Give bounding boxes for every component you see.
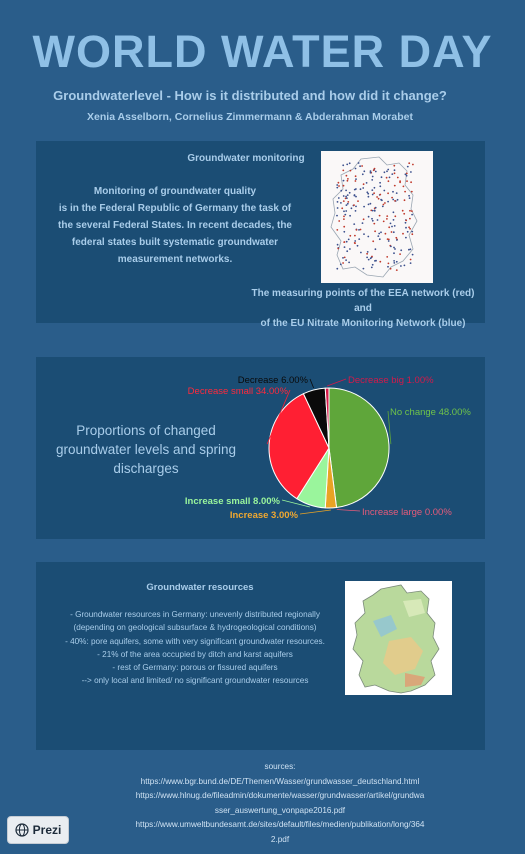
measuring-point xyxy=(393,231,395,233)
measuring-point xyxy=(411,214,413,216)
measuring-point xyxy=(394,225,396,227)
pie-slice-label: Decrease 6.00% xyxy=(237,375,308,386)
measuring-point xyxy=(363,183,365,185)
measuring-point xyxy=(341,207,343,209)
germany-relief-map xyxy=(345,581,452,695)
measuring-point xyxy=(346,164,348,166)
measuring-point xyxy=(370,172,372,174)
measuring-point xyxy=(387,169,389,171)
measuring-point xyxy=(360,188,362,190)
measuring-point xyxy=(366,182,368,184)
resources-line: - Groundwater resources in Germany: unevenly distributed regionally xyxy=(70,610,320,619)
monitoring-text-line: measurement networks. xyxy=(117,254,233,265)
measuring-point xyxy=(394,172,396,174)
measuring-point xyxy=(347,180,349,182)
measuring-point xyxy=(390,223,392,225)
measuring-point xyxy=(372,264,374,266)
measuring-point xyxy=(395,237,397,239)
measuring-point xyxy=(343,200,345,202)
measuring-point xyxy=(409,218,411,220)
measuring-point xyxy=(374,230,376,232)
measuring-point xyxy=(409,210,411,212)
measuring-point xyxy=(355,168,357,170)
measuring-point xyxy=(393,252,395,254)
pie-slice-label: Increase 3.00% xyxy=(229,510,298,521)
measuring-point xyxy=(372,240,374,242)
resources-line: - rest of Germany: porous or fissured aquifers xyxy=(112,663,278,673)
measuring-point xyxy=(361,165,363,167)
measuring-point xyxy=(368,204,370,206)
measuring-point xyxy=(394,248,396,250)
pie-slice-label: Decrease small 34.00% xyxy=(187,386,288,397)
measuring-point xyxy=(383,221,385,223)
pie-slice xyxy=(329,388,389,508)
measuring-point xyxy=(360,252,362,254)
measuring-point xyxy=(370,203,372,205)
measuring-point xyxy=(394,200,396,202)
measuring-point xyxy=(368,196,370,198)
measuring-point xyxy=(371,179,373,181)
measuring-point xyxy=(342,170,344,172)
measuring-point xyxy=(386,177,388,179)
measuring-point xyxy=(379,238,381,240)
measuring-point xyxy=(349,162,351,164)
measuring-point xyxy=(356,229,358,231)
measuring-point xyxy=(346,197,348,199)
measuring-point xyxy=(353,223,355,225)
resources-line: --> only local and limited/ no significant groundwater resources xyxy=(81,676,309,686)
measuring-point xyxy=(336,229,338,231)
measuring-point xyxy=(379,185,381,187)
measuring-point xyxy=(386,170,388,172)
measuring-point xyxy=(354,242,356,244)
measuring-point xyxy=(412,254,414,256)
measuring-point xyxy=(340,202,342,204)
measuring-point xyxy=(393,219,395,221)
monitoring-heading: Groundwater monitoring xyxy=(187,153,305,164)
measuring-point xyxy=(363,218,365,220)
measuring-point xyxy=(354,189,356,191)
measuring-point xyxy=(404,265,406,267)
measuring-point xyxy=(336,215,338,217)
measuring-point xyxy=(359,165,361,167)
measuring-point xyxy=(396,269,398,271)
germany-dot-map xyxy=(321,151,433,283)
measuring-point xyxy=(358,238,360,240)
measuring-point xyxy=(371,256,373,258)
measuring-point xyxy=(371,218,373,220)
measuring-point xyxy=(375,248,377,250)
measuring-point xyxy=(374,210,376,212)
measuring-point xyxy=(410,181,412,183)
chart-caption-line: groundwater levels and spring xyxy=(55,442,237,457)
measuring-point xyxy=(390,268,392,270)
measuring-point xyxy=(343,195,345,197)
measuring-point xyxy=(370,257,372,259)
source-link[interactable]: sser_auswertung_vonpape2016.pdf xyxy=(214,805,346,815)
measuring-point xyxy=(410,262,412,264)
measuring-point xyxy=(407,231,409,233)
measuring-point xyxy=(387,266,389,268)
pie-slice-label: Decrease big 1.00% xyxy=(348,375,434,386)
measuring-point xyxy=(337,244,339,246)
pie-slice-label: No change 48.00% xyxy=(390,407,471,418)
measuring-point xyxy=(354,195,356,197)
measuring-point xyxy=(355,180,357,182)
measuring-point xyxy=(411,231,413,233)
measuring-point xyxy=(409,197,411,199)
measuring-point xyxy=(368,216,370,218)
measuring-point xyxy=(343,218,345,220)
pie-leader-line xyxy=(310,379,314,388)
measuring-point xyxy=(396,261,398,263)
measuring-point xyxy=(375,171,377,173)
measuring-point xyxy=(408,226,410,228)
chart-caption-line: discharges xyxy=(113,461,179,476)
measuring-point xyxy=(403,186,405,188)
measuring-point xyxy=(343,226,345,228)
authors-line: Xenia Asselborn, Cornelius Zimmermann & Abderahman Morabet xyxy=(87,111,413,123)
measuring-point xyxy=(393,165,395,167)
map-caption-line: The measuring points of the EEA network (red) and xyxy=(251,288,475,314)
measuring-point xyxy=(373,192,375,194)
resources-line: (depending on geological subsurface & hydrogeological conditions) xyxy=(73,623,317,633)
measuring-point xyxy=(394,215,396,217)
measuring-point xyxy=(379,182,381,184)
measuring-point xyxy=(396,192,398,194)
measuring-point xyxy=(409,228,411,230)
page-subtitle: Groundwaterlevel - How is it distributed and how did it change? xyxy=(53,88,447,103)
measuring-point xyxy=(388,263,390,265)
measuring-point xyxy=(405,237,407,239)
measuring-point xyxy=(358,162,360,164)
measuring-point xyxy=(368,259,370,261)
measuring-point xyxy=(363,170,365,172)
measuring-point xyxy=(378,233,380,235)
measuring-point xyxy=(340,190,342,192)
measuring-point xyxy=(374,187,376,189)
monitoring-text-line: Monitoring of groundwater quality xyxy=(93,186,257,197)
monitoring-text-line: federal states built systematic groundwater xyxy=(71,237,279,248)
measuring-point xyxy=(380,199,382,201)
measuring-point xyxy=(403,213,405,215)
measuring-point xyxy=(373,223,375,225)
measuring-point xyxy=(373,169,375,171)
measuring-point xyxy=(383,204,385,206)
measuring-point xyxy=(347,201,349,203)
measuring-point xyxy=(393,260,395,262)
measuring-point xyxy=(338,220,340,222)
measuring-point xyxy=(396,239,398,241)
measuring-point xyxy=(349,192,351,194)
measuring-point xyxy=(411,191,413,193)
measuring-point xyxy=(345,210,347,212)
measuring-point xyxy=(362,222,364,224)
measuring-point xyxy=(355,210,357,212)
measuring-point xyxy=(346,250,348,252)
measuring-point xyxy=(382,206,384,208)
measuring-point xyxy=(342,262,344,264)
measuring-point xyxy=(348,262,350,264)
measuring-point xyxy=(402,210,404,212)
groundwater-change-pie-chart xyxy=(170,360,485,538)
measuring-point xyxy=(338,182,340,184)
measuring-point xyxy=(405,220,407,222)
measuring-point xyxy=(344,214,346,216)
measuring-point xyxy=(392,199,394,201)
measuring-point xyxy=(407,166,409,168)
measuring-point xyxy=(384,171,386,173)
measuring-point xyxy=(343,216,345,218)
measuring-point xyxy=(376,196,378,198)
measuring-point xyxy=(372,220,374,222)
groundwater-resources-map-image xyxy=(345,581,452,695)
prezi-globe-icon xyxy=(15,823,29,837)
measuring-point xyxy=(388,240,390,242)
measuring-point xyxy=(388,180,390,182)
measuring-point xyxy=(367,251,369,253)
measuring-point xyxy=(372,194,374,196)
measuring-point xyxy=(410,171,412,173)
measuring-point xyxy=(392,191,394,193)
pie-leader-line xyxy=(300,510,331,514)
measuring-point xyxy=(386,256,388,258)
measuring-point xyxy=(357,245,359,247)
measuring-point xyxy=(336,184,338,186)
measuring-point xyxy=(345,196,347,198)
measuring-point xyxy=(362,187,364,189)
measuring-point xyxy=(410,248,412,250)
measuring-point xyxy=(349,248,351,250)
measuring-point xyxy=(404,191,406,193)
measuring-point xyxy=(370,170,372,172)
measuring-point xyxy=(355,178,357,180)
measuring-point xyxy=(397,177,399,179)
measuring-point xyxy=(349,215,351,217)
measuring-point xyxy=(354,240,356,242)
monitoring-text-line: the several Federal States. In recent decades, the xyxy=(58,220,292,231)
prezi-badge-button[interactable] xyxy=(7,816,69,844)
measuring-point xyxy=(405,227,407,229)
measuring-point xyxy=(372,176,374,178)
measuring-point xyxy=(406,173,408,175)
measuring-point xyxy=(349,235,351,237)
source-link[interactable]: https://www.bgr.bund.de/DE/Themen/Wasser/grundwasser_deutschland.html xyxy=(140,776,420,786)
map-caption xyxy=(244,286,482,331)
prezi-label: Prezi xyxy=(32,823,62,837)
measuring-point xyxy=(347,203,349,205)
monitoring-text xyxy=(44,183,306,268)
pie-leader-line xyxy=(337,510,360,512)
resources-line: - 40%: pore aquifers, some with very significant groundwater resources. xyxy=(65,636,325,646)
measuring-point xyxy=(345,190,347,192)
measuring-point xyxy=(394,185,396,187)
measuring-point xyxy=(336,187,338,189)
measuring-point xyxy=(337,201,339,203)
measuring-point xyxy=(355,175,357,177)
measuring-point xyxy=(351,207,353,209)
measuring-point xyxy=(406,175,408,177)
pie-leader-line xyxy=(327,379,346,386)
measuring-point xyxy=(381,176,383,178)
measuring-point xyxy=(366,257,368,259)
measuring-point xyxy=(350,170,352,172)
measuring-point xyxy=(390,246,392,248)
measuring-point xyxy=(337,207,339,209)
measuring-point xyxy=(412,164,414,166)
measuring-point xyxy=(406,180,408,182)
measuring-point xyxy=(378,198,380,200)
measuring-point xyxy=(346,204,348,206)
measuring-point xyxy=(391,197,393,199)
measuring-point xyxy=(404,199,406,201)
measuring-point xyxy=(347,178,349,180)
measuring-point xyxy=(343,231,345,233)
measuring-point xyxy=(375,260,377,262)
measuring-points-map-image xyxy=(321,151,433,283)
map-caption-line: of the EU Nitrate Monitoring Network (blue) xyxy=(260,318,466,329)
measuring-point xyxy=(391,231,393,233)
measuring-point xyxy=(386,218,388,220)
measuring-point xyxy=(399,181,401,183)
resources-line: - 21% of the area occupied by ditch and karst aquifers xyxy=(97,649,293,659)
measuring-point xyxy=(391,173,393,175)
measuring-point xyxy=(344,241,346,243)
measuring-point xyxy=(344,257,346,259)
measuring-point xyxy=(384,202,386,204)
measuring-point xyxy=(377,235,379,237)
measuring-point xyxy=(402,233,404,235)
measuring-point xyxy=(400,265,402,267)
measuring-point xyxy=(363,233,365,235)
measuring-point xyxy=(346,175,348,177)
measuring-point xyxy=(379,194,381,196)
measuring-point xyxy=(343,180,345,182)
measuring-points xyxy=(336,162,414,271)
resources-text xyxy=(50,608,340,688)
measuring-point xyxy=(363,206,365,208)
measuring-point xyxy=(379,215,381,217)
monitoring-text-line: is in the Federal Republic of Germany the task of xyxy=(58,203,292,214)
measuring-point xyxy=(340,264,342,266)
measuring-point xyxy=(346,241,348,243)
measuring-point xyxy=(343,210,345,212)
page-title: WORLD WATER DAY xyxy=(32,26,493,77)
measuring-point xyxy=(367,236,369,238)
measuring-point xyxy=(397,199,399,201)
measuring-point xyxy=(380,231,382,233)
measuring-point xyxy=(347,194,349,196)
measuring-point xyxy=(338,197,340,199)
measuring-point xyxy=(355,206,357,208)
measuring-point xyxy=(393,262,395,264)
measuring-point xyxy=(338,185,340,187)
measuring-point xyxy=(377,219,379,221)
measuring-point xyxy=(410,259,412,261)
measuring-point xyxy=(345,259,347,261)
measuring-point xyxy=(362,173,364,175)
measuring-point xyxy=(343,185,345,187)
pie-slice-label: Increase large 0.00% xyxy=(362,507,452,518)
measuring-point xyxy=(366,253,368,255)
measuring-point xyxy=(375,207,377,209)
measuring-point xyxy=(353,204,355,206)
source-link[interactable]: https://www.hlnug.de/fileadmin/dokumente/wasser/grundwasser/artikel/grundwa xyxy=(135,791,425,800)
measuring-point xyxy=(336,268,338,270)
measuring-point xyxy=(387,192,389,194)
pie-slice-label: Increase small 8.00% xyxy=(184,496,280,507)
measuring-point xyxy=(342,164,344,166)
measuring-point xyxy=(411,233,413,235)
measuring-point xyxy=(388,226,390,228)
measuring-point xyxy=(391,226,393,228)
measuring-point xyxy=(389,177,391,179)
source-link[interactable]: https://www.umweltbundesamt.de/sites/default/files/medien/publikation/long/364 xyxy=(135,820,425,829)
measuring-point xyxy=(405,222,407,224)
measuring-point xyxy=(372,210,374,212)
measuring-point xyxy=(355,196,357,198)
measuring-point xyxy=(344,246,346,248)
chart-caption-line: Proportions of changed xyxy=(76,423,216,438)
resources-heading: Groundwater resources xyxy=(146,582,254,593)
measuring-point xyxy=(386,215,388,217)
measuring-point xyxy=(393,211,395,213)
germany-relief-shape xyxy=(353,585,439,693)
measuring-point xyxy=(411,210,413,212)
measuring-point xyxy=(408,162,410,164)
measuring-point xyxy=(385,233,387,235)
measuring-point xyxy=(383,190,385,192)
measuring-point xyxy=(408,195,410,197)
measuring-point xyxy=(337,248,339,250)
measuring-point xyxy=(399,253,401,255)
measuring-point xyxy=(387,201,389,203)
measuring-point xyxy=(394,169,396,171)
source-link[interactable]: 2.pdf xyxy=(270,834,290,844)
sources-line: sources: xyxy=(264,762,296,771)
sources-block xyxy=(60,760,500,847)
measuring-point xyxy=(342,257,344,259)
measuring-point xyxy=(371,189,373,191)
measuring-point xyxy=(357,200,359,202)
measuring-point xyxy=(366,191,368,193)
measuring-point xyxy=(348,239,350,241)
measuring-point xyxy=(371,267,373,269)
measuring-point xyxy=(358,229,360,231)
measuring-point xyxy=(363,268,365,270)
measuring-point xyxy=(379,261,381,263)
measuring-point xyxy=(400,249,402,251)
measuring-point xyxy=(354,235,356,237)
measuring-point xyxy=(393,247,395,249)
measuring-point xyxy=(387,238,389,240)
